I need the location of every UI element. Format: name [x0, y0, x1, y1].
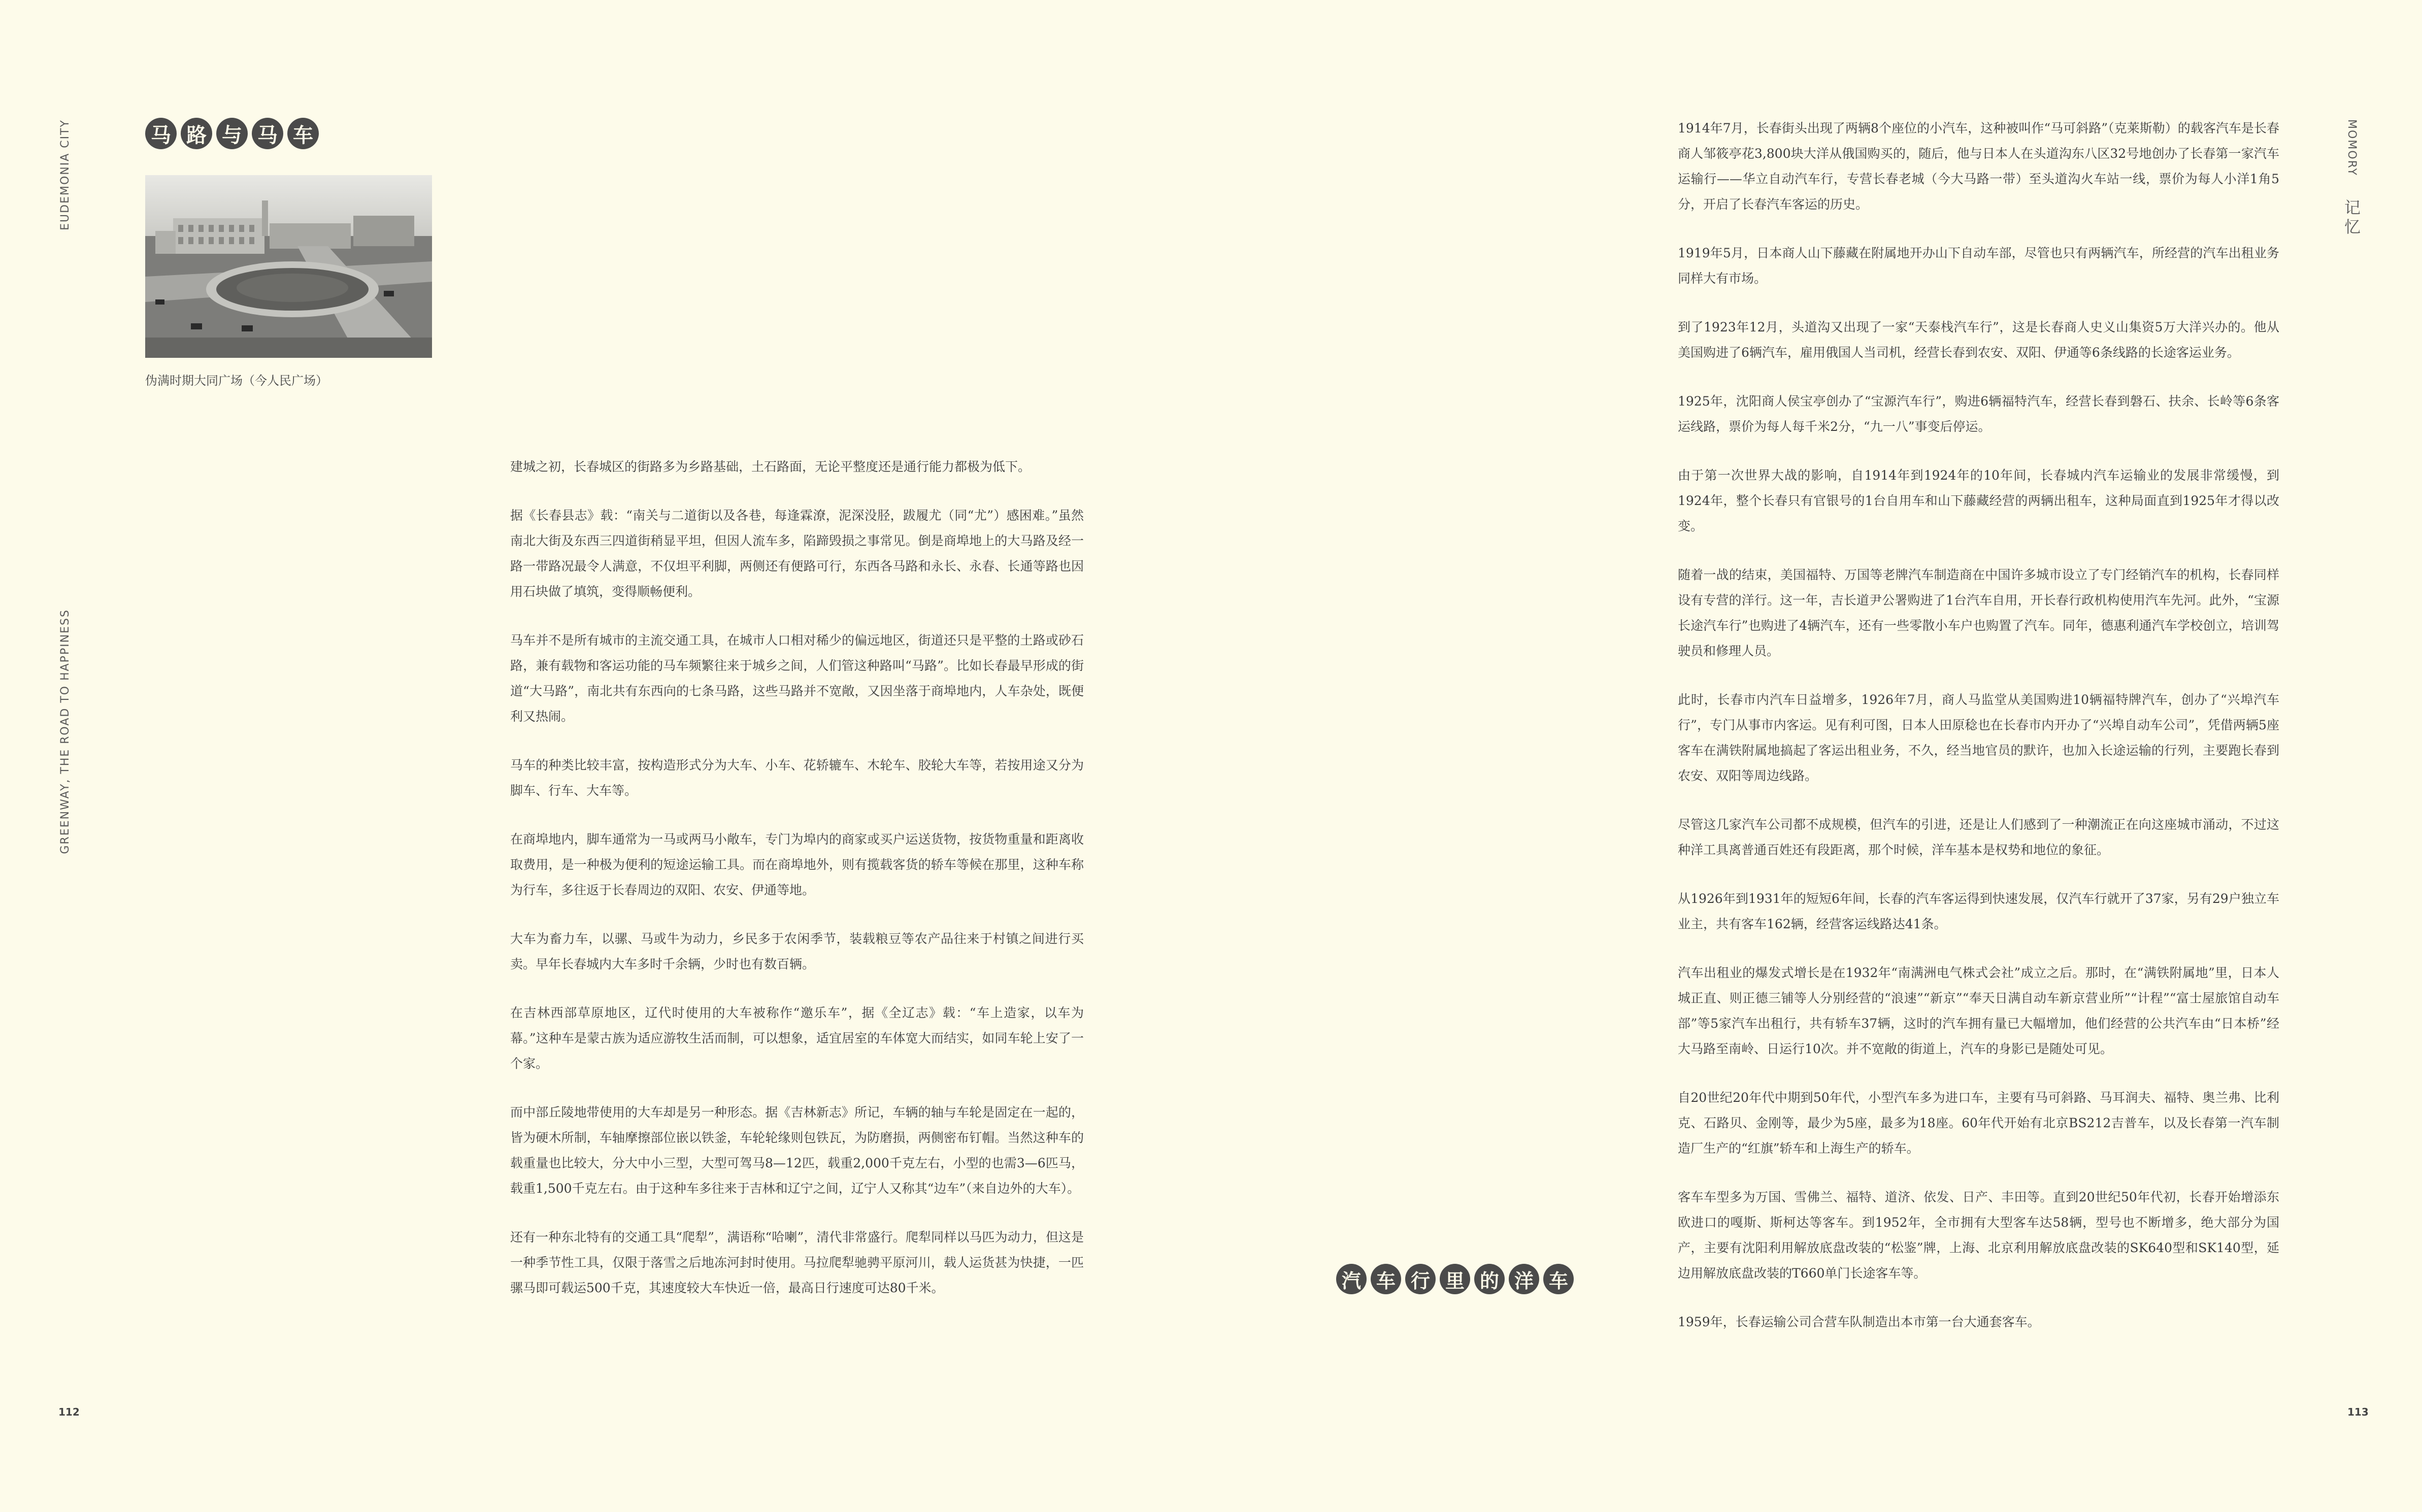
paragraph: 到了1923年12月，头道沟又出现了一家“天泰栈汽车行”，这是长春商人史义山集资5万大洋兴办的。他从美国购进了6辆汽车，雇用俄国人当司机，经营长春到农安、双阳、伊通等6条线路的长途客运业务。	[1678, 320, 2279, 360]
paragraph: 从1926年到1931年的短短6年间，长春的汽车客运得到快速发展，仅汽车行就开了37家，另有29户独立车业主，共有客车162辆，经营客运线路达41条。	[1678, 891, 2279, 931]
side-label-left-mid: GREENWAY, THE ROAD TO HAPPINESS	[59, 609, 72, 854]
title-char: 马	[252, 118, 283, 149]
title-char: 行	[1405, 1264, 1436, 1294]
paragraph: 自20世纪20年代中期到50年代，小型汽车多为进口车，主要有马可斜路、马耳润夫、福特、奥兰弗、比利克、石路贝、金刚等，最少为5座，最多为18座。60年代开始有北京BS212吉普车，以及长春第一汽车制造厂生产的“红旗”轿车和上海生产的轿车。	[1678, 1090, 2279, 1156]
title-char: 汽	[1336, 1264, 1367, 1294]
title-char: 车	[287, 118, 319, 149]
photo-caption: 伪满时期大同广场（今人民广场）	[145, 374, 328, 388]
title-char: 路	[181, 118, 212, 149]
title-char: 的	[1474, 1264, 1505, 1294]
paragraph: 1959年，长春运输公司合营车队制造出本市第一台大通套客车。	[1678, 1315, 2040, 1329]
title-char: 车	[1543, 1264, 1574, 1294]
paragraph: 在吉林西部草原地区，辽代时使用的大车被称作“邀乐车”，据《全辽志》载：“车上造家，以车为幕。”这种车是蒙古族为适应游牧生活而制，可以想象，适宜居室的车体宽大而结实，如同车轮上安了一个家。	[510, 1005, 1084, 1071]
paragraph: 1919年5月，日本商人山下藤藏在附属地开办山下自动车部，尽管也只有两辆汽车，所经营的汽车出租业务同样大有市场。	[1678, 246, 2279, 286]
side-label-right-en: MOMORY	[2345, 119, 2358, 176]
paragraph: 客车车型多为万国、雪佛兰、福特、道济、依发、日产、丰田等。直到20世纪50年代初，长春开始增添东欧进口的嘎斯、斯柯达等客车。到1952年，全市拥有大型客车达58辆，型号也不断增多，绝大部分为国产，主要有沈阳利用解放底盘改装的“松鉴”牌，上海、北京利用解放底盘改装的SK640型和SK140型，延边用解放底盘改装的T660单门长途客车等。	[1678, 1190, 2279, 1281]
side-label-right-cn: 记忆	[2344, 198, 2362, 237]
title-char: 洋	[1509, 1264, 1539, 1294]
page-number-left: 112	[58, 1406, 80, 1418]
title-char: 里	[1440, 1264, 1470, 1294]
page-number-right: 113	[2347, 1406, 2369, 1418]
title-char: 与	[216, 118, 248, 149]
paragraph: 大车为畜力车，以骡、马或牛为动力，乡民多于农闲季节，装载粮豆等农产品往来于村镇之间进行买卖。早年长春城内大车多时千余辆，少时也有数百辆。	[510, 931, 1084, 971]
paragraph: 而中部丘陵地带使用的大车却是另一种形态。据《吉林新志》所记，车辆的轴与车轮是固定在一起的，皆为硬木所制，车轴摩擦部位嵌以铁釜，车轮轮缘则包铁瓦，为防磨损，两侧密布钉帽。当然这种车的载重量也比较大，分大中小三型，大型可驾马8—12匹，载重2,000千克左右，小型的也需3—6匹马，载重1,500千克左右。由于这种车多往来于吉林和辽宁之间，辽宁人又称其“边车”（来自边外的大车）。	[510, 1105, 1084, 1196]
paragraph: 1914年7月，长春街头出现了两辆8个座位的小汽车，这种被叫作“马可斜路”（克莱斯勒）的载客汽车是长春商人邹筱亭花3,800块大洋从俄国购买的，随后，他与日本人在头道沟东八区32号地创办了长春第一家汽车运输行——华立自动汽车行，专营长春老城（今大马路一带）至头道沟火车站一线，票价为每人小洋1角5分，开启了长春汽车客运的历史。	[1678, 121, 2279, 212]
title-char: 车	[1371, 1264, 1401, 1294]
paragraph: 马车并不是所有城市的主流交通工具，在城市人口相对稀少的偏远地区，街道还只是平整的土路或砂石路，兼有载物和客运功能的马车频繁往来于城乡之间，人们管这种路叫“马路”。比如长春最早形成的街道“大马路”，南北共有东西向的七条马路，这些马路并不宽敞，又因坐落于商埠地内，人车杂处，既便利又热闹。	[510, 633, 1084, 724]
historic-square-photo	[145, 175, 432, 358]
paragraph: 1925年，沈阳商人侯宝亭创办了“宝源汽车行”，购进6辆福特汽车，经营长春到磐石、扶余、长岭等6条客运线路，票价为每人每千米2分，“九一八”事变后停运。	[1678, 394, 2279, 434]
paragraph: 马车的种类比较丰富，按构造形式分为大车、小车、花轿辘车、木轮车、胶轮大车等，若按用途又分为脚车、行车、大车等。	[510, 758, 1084, 798]
paragraph: 汽车出租业的爆发式增长是在1932年“南满洲电气株式会社”成立之后。那时，在“满铁附属地”里，日本人城正直、则正德三铺等人分别经营的“浪速”“新京”“奉天日满自动车新京营业所”“计程”“富士屋旅馆自动车部”等5家汽车出租行，共有轿车37辆，这时的汽车拥有量已大幅增加，他们经营的公共汽车由“日本桥”经大马路至南岭、日运行10次。并不宽敞的街道上，汽车的身影已是随处可见。	[1678, 965, 2279, 1056]
paragraph: 在商埠地内，脚车通常为一马或两马小敞车，专门为埠内的商家或买户运送货物，按货物重量和距离收取费用，是一种极为便利的短途运输工具。而在商埠地外，则有揽载客货的轿车等候在那里，这种车称为行车，多往返于长春周边的双阳、农安、伊通等地。	[510, 832, 1084, 897]
paragraph: 据《长春县志》载：“南关与二道街以及各巷，每逢霖潦，泥深没胫，跋履尤（同“尤”）感困难。”虽然南北大街及东西三四道街稍显平坦，但因人流车多，陷蹄毁损之事常见。倒是商埠地上的大马路及经一路一带路况最令人满意，不仅坦平利脚，两侧还有便路可行，东西各马路和永长、永春、长通等路也因用石块做了填筑，变得顺畅便利。	[510, 508, 1084, 599]
left-article-body	[510, 454, 1084, 1324]
paragraph: 由于第一次世界大战的影响，自1914年到1924年的10年间，长春城内汽车运输业的发展非常缓慢，到1924年，整个长春只有官银号的1台自用车和山下藤藏经营的两辆出租车，这种局面直到1925年才得以改变。	[1678, 468, 2279, 533]
title-char: 马	[145, 118, 177, 149]
paragraph: 还有一种东北特有的交通工具“爬犁”，满语称“哈喇”，清代非常盛行。爬犁同样以马匹为动力，但这是一种季节性工具，仅限于落雪之后地冻河封时使用。马拉爬犁驰骋平原河川，载人运货甚为快捷，一匹骡马即可载运500千克，其速度较大车快近一倍，最高日行速度可达80千米。	[510, 1230, 1084, 1295]
section-title-roads-carts	[145, 118, 319, 149]
paragraph: 随着一战的结束，美国福特、万国等老牌汽车制造商在中国许多城市设立了专门经销汽车的机构，长春同样设有专营的洋行。这一年，吉长道尹公署购进了1台汽车自用，开长春行政机构使用汽车先河。此外，“宝源长途汽车行”也购进了4辆汽车，还有一些零散小车户也购置了汽车。同年，德惠利通汽车学校创立，培训驾驶员和修理人员。	[1678, 567, 2279, 658]
side-label-left-top: EUDEMONIA CITY	[59, 119, 72, 230]
right-article-body	[1678, 116, 2279, 1358]
paragraph: 建城之初，长春城区的街路多为乡路基础，土石路面，无论平整度还是通行能力都极为低下。	[510, 459, 1031, 474]
paragraph: 此时，长春市内汽车日益增多，1926年7月，商人马监堂从美国购进10辆福特牌汽车，创办了“兴埠汽车行”，专门从事市内客运。见有利可图，日本人田原稔也在长春市内开办了“兴埠自动车公司”，凭借两辆5座客车在满铁附属地搞起了客运出租业务，不久，经当地官员的默许，也加入长途运输的行列，主要跑长春到农安、双阳等周边线路。	[1678, 692, 2279, 783]
paragraph: 尽管这几家汽车公司都不成规模，但汽车的引进，还是让人们感到了一种潮流正在向这座城市涌动，不过这种洋工具离普通百姓还有段距离，那个时候，洋车基本是权势和地位的象征。	[1678, 817, 2279, 857]
section-title-cars	[1336, 1264, 1574, 1294]
